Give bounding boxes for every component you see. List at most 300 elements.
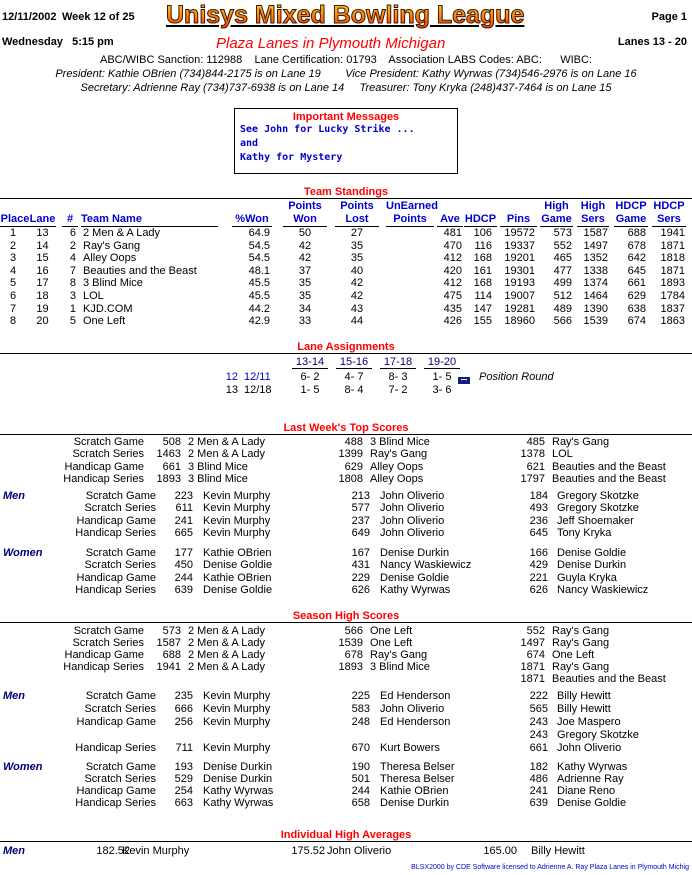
score-value: 241 xyxy=(174,514,193,527)
pins: 19007 xyxy=(504,290,535,302)
high-series: 1374 xyxy=(583,277,608,290)
bowler-name: Theresa Belser xyxy=(380,761,455,773)
score-value: 552 xyxy=(526,625,545,637)
score-value: 1941 xyxy=(156,661,181,674)
points-won: 50 xyxy=(298,227,312,239)
hdcp-series: 1871 xyxy=(660,239,685,252)
score-value: 565 xyxy=(529,703,548,715)
bowler-name: Kathie OBrien xyxy=(203,547,272,559)
bowler-name: Kevin Murphy xyxy=(203,527,271,540)
score-category: Handicap Game xyxy=(64,460,144,473)
score-value: 248 xyxy=(351,716,370,728)
bowler-name: Nancy Waskiewicz xyxy=(380,559,472,572)
bowler-name: Denise Durkin xyxy=(203,773,273,786)
bowler-name: Joe Maspero xyxy=(557,716,621,728)
average-value: 165.00 xyxy=(483,845,517,857)
week-number: 12 xyxy=(225,371,238,383)
men-category-label: Men xyxy=(3,845,25,857)
pct-won: 48.1 xyxy=(248,264,270,277)
score-value: 1893 xyxy=(338,661,363,674)
divider xyxy=(0,353,692,354)
score-value: 658 xyxy=(351,797,370,810)
score-value: 674 xyxy=(526,649,545,662)
points-lost: 42 xyxy=(350,277,364,290)
score-value: 1808 xyxy=(338,473,363,486)
hdcp-series: 1863 xyxy=(660,315,685,328)
score-category: Handicap Series xyxy=(75,527,156,540)
team-number: 1 xyxy=(69,302,76,315)
team-name: 3 Blind Mice xyxy=(370,436,430,448)
important-messages-box xyxy=(234,108,458,174)
score-category: Handicap Series xyxy=(75,797,156,810)
average: 420 xyxy=(443,264,462,277)
score-value: 222 xyxy=(529,690,548,702)
col-unearned-points: Points xyxy=(386,213,434,227)
hdcp-series: 1893 xyxy=(660,277,685,290)
team-name: LOL xyxy=(83,290,104,302)
lane-pair-header: 19-20 xyxy=(424,356,460,369)
bowler-name: Guyla Kryka xyxy=(557,571,617,584)
handicap: 168 xyxy=(473,252,492,265)
match-pairing: 7- 2 xyxy=(388,384,408,396)
high-game: 512 xyxy=(553,290,572,302)
score-value: 229 xyxy=(351,571,370,584)
bowler-name: Gregory Skotzke xyxy=(557,490,639,502)
col-points-lost: Lost xyxy=(335,213,379,227)
hdcp-game: 661 xyxy=(627,277,646,290)
hdcp-series: 1871 xyxy=(660,264,685,277)
points-lost: 42 xyxy=(350,290,364,302)
col-hdcp-game: Game xyxy=(615,213,647,225)
score-value: 508 xyxy=(162,436,181,448)
score-value: 1497 xyxy=(520,637,545,650)
high-game: 465 xyxy=(553,252,572,265)
col-high-game-line1: High xyxy=(544,200,569,212)
match-pairing: 1- 5 xyxy=(300,384,320,396)
score-value: 629 xyxy=(344,460,363,473)
bowler-name: Theresa Belser xyxy=(380,773,455,786)
score-value: 661 xyxy=(162,460,181,473)
team-name: Alley Oops xyxy=(83,252,137,265)
hdcp-game: 645 xyxy=(627,264,646,277)
score-value: 1399 xyxy=(338,448,363,461)
high-game: 573 xyxy=(553,227,572,239)
divider xyxy=(0,622,692,623)
bowler-name: John Oliverio xyxy=(380,703,445,715)
score-value: 429 xyxy=(529,559,548,572)
score-value: 254 xyxy=(174,785,193,798)
pins: 19201 xyxy=(504,252,535,265)
bowler-name: Diane Reno xyxy=(557,785,616,798)
place: 1 xyxy=(9,227,17,239)
score-value: 1797 xyxy=(520,473,545,486)
bowler-name: Kathie OBrien xyxy=(380,785,449,798)
bowler-name: Denise Goldie xyxy=(557,547,627,559)
team-name: Ray's Gang xyxy=(552,637,610,650)
team-name: Ray's Gang xyxy=(552,436,610,448)
score-category: Handicap Series xyxy=(63,661,144,674)
divider xyxy=(0,434,692,435)
score-value: 688 xyxy=(162,649,181,662)
women-category-label: Women xyxy=(3,547,43,559)
report-date: 12/11/2002 xyxy=(2,11,57,23)
message-line: See John for Lucky Strike ... xyxy=(240,124,415,135)
points-lost: 27 xyxy=(350,227,364,239)
score-value: 235 xyxy=(174,690,193,702)
points-won: 37 xyxy=(298,264,312,277)
average: 435 xyxy=(443,302,462,315)
bowler-name: Denise Durkin xyxy=(380,797,450,810)
handicap: 114 xyxy=(474,290,492,302)
place: 4 xyxy=(9,264,17,277)
bowler-name: Kathy Wyrwas xyxy=(203,797,274,810)
score-category: Scratch Game xyxy=(85,490,156,502)
team-number: 5 xyxy=(69,315,76,328)
score-value: 666 xyxy=(174,703,193,715)
col-hdcp-sers: Sers xyxy=(652,213,686,227)
score-value: 1871 xyxy=(520,673,545,686)
hdcp-series: 1784 xyxy=(660,290,685,302)
score-category: Scratch Game xyxy=(73,436,144,448)
score-category: Scratch Series xyxy=(84,773,156,786)
bowler-name: Kathy Wyrwas xyxy=(203,785,274,798)
team-number: 6 xyxy=(69,227,76,239)
lane: 19 xyxy=(36,302,49,315)
divider xyxy=(0,198,692,199)
pct-won: 45.5 xyxy=(248,290,270,302)
score-value: 223 xyxy=(174,490,193,502)
high-series: 1539 xyxy=(583,315,608,328)
average-value: 175.52 xyxy=(291,845,325,857)
place: 5 xyxy=(9,277,17,290)
score-value: 241 xyxy=(529,785,548,798)
hdcp-game: 629 xyxy=(627,290,646,302)
points-won: 35 xyxy=(298,290,312,302)
score-value: 243 xyxy=(529,729,548,741)
match-pairing: 4- 7 xyxy=(344,371,364,383)
bowler-name: Denise Goldie xyxy=(203,584,273,597)
score-value: 566 xyxy=(344,625,363,637)
hdcp-game: 674 xyxy=(627,315,646,328)
points-won: 35 xyxy=(298,277,312,290)
bowler-name: Gregory Skotzke xyxy=(557,729,639,741)
team-name: One Left xyxy=(83,315,126,328)
score-value: 182 xyxy=(529,761,548,773)
team-name: KJD.COM xyxy=(83,302,133,315)
score-category: Scratch Series xyxy=(84,502,156,515)
score-value: 166 xyxy=(529,547,548,559)
high-series: 1587 xyxy=(583,227,608,239)
hdcp-game: 642 xyxy=(627,252,646,265)
score-category: Scratch Game xyxy=(85,690,156,702)
team-name: Ray's Gang xyxy=(370,649,428,662)
bowler-name: Adrienne Ray xyxy=(557,773,624,786)
bowler-name: Denise Durkin xyxy=(203,761,273,773)
col-ave: Ave xyxy=(437,213,463,227)
hdcp-series: 1818 xyxy=(660,252,685,265)
bowler-name: Kevin Murphy xyxy=(203,690,271,702)
bowler-name: Tony Kryka xyxy=(557,527,612,540)
officers-line-2: Secretary: Adrienne Ray (734)737-6938 is on Lane 14 Treasurer: Tony Kryka (248)437-7464 is on Lane 15 xyxy=(80,82,612,94)
match-pairing: 1- 5 xyxy=(432,371,452,383)
high-game: 552 xyxy=(553,239,572,252)
team-name: 2 Men & A Lady xyxy=(188,649,266,662)
col-pins: Pins xyxy=(500,213,537,227)
week-number: 13 xyxy=(225,384,238,396)
col-number: # xyxy=(62,213,78,227)
score-value: 621 xyxy=(526,460,545,473)
team-name: Ray's Gang xyxy=(83,239,141,252)
hdcp-series: 1941 xyxy=(660,227,685,239)
lane: 15 xyxy=(36,252,49,265)
score-value: 649 xyxy=(351,527,370,540)
lanes-range: Lanes 13 - 20 xyxy=(617,36,687,48)
hdcp-game: 688 xyxy=(627,227,646,239)
score-value: 670 xyxy=(351,742,370,754)
average: 475 xyxy=(443,290,462,302)
score-category: Scratch Game xyxy=(85,761,156,773)
score-value: 488 xyxy=(344,436,363,448)
high-series: 1497 xyxy=(583,239,608,252)
high-series: 1352 xyxy=(583,252,608,265)
round-note: Position Round xyxy=(479,371,554,383)
team-name: 2 Men & A Lady xyxy=(188,661,266,674)
score-value: 243 xyxy=(529,716,548,728)
team-name: Beauties and the Beast xyxy=(552,460,666,473)
bowler-name: Kurt Bowers xyxy=(380,742,440,754)
match-pairing: 3- 6 xyxy=(432,384,452,396)
sanction-info: ABC/WIBC Sanction: 112988 Lane Certification: 01793 Association LABS Codes: ABC: WIBC: xyxy=(100,54,592,66)
lane: 14 xyxy=(36,239,49,252)
high-game: 477 xyxy=(553,264,572,277)
message-line: and xyxy=(240,138,259,149)
points-won: 33 xyxy=(298,315,312,328)
team-name: One Left xyxy=(552,649,595,662)
location: Plaza Lanes in Plymouth Michigan xyxy=(216,35,446,52)
bowler-name: John Oliverio xyxy=(557,742,622,754)
handicap: 116 xyxy=(474,239,492,252)
bowler-name: Denise Durkin xyxy=(557,559,627,572)
score-value: 225 xyxy=(351,690,370,702)
points-lost: 43 xyxy=(350,302,364,315)
team-number: 4 xyxy=(69,252,76,265)
bowler-name: Kathy Wyrwas xyxy=(557,761,628,773)
high-game: 489 xyxy=(553,302,572,315)
points-won: 34 xyxy=(298,302,312,315)
score-category: Handicap Game xyxy=(76,514,156,527)
season-high-title: Season High Scores xyxy=(292,610,400,622)
day-time: Wednesday 5:15 pm xyxy=(2,36,114,48)
lane: 13 xyxy=(36,227,49,239)
points-won: 42 xyxy=(298,239,312,252)
score-value: 1587 xyxy=(156,637,181,650)
pins: 19301 xyxy=(504,264,535,277)
score-value: 193 xyxy=(174,761,193,773)
score-value: 645 xyxy=(529,527,548,540)
col-high-game: Game xyxy=(541,213,572,225)
pins: 19281 xyxy=(504,302,535,315)
team-number: 2 xyxy=(69,239,76,252)
bowler-name: Nancy Waskiewicz xyxy=(557,584,649,597)
men-category-label: Men xyxy=(3,490,25,502)
score-category: Scratch Series xyxy=(84,703,156,715)
lane: 16 xyxy=(36,264,49,277)
pointing-hand-icon xyxy=(458,377,470,384)
software-credit: BLSX2000 by CDE Software licensed to Adrienne A. Ray Plaza Lanes in Plymouth Michig xyxy=(411,864,689,871)
average: 470 xyxy=(443,239,462,252)
match-pairing: 8- 4 xyxy=(344,384,364,396)
place: 6 xyxy=(9,290,17,302)
col-points-won: Won xyxy=(283,213,327,227)
score-value: 1893 xyxy=(156,473,181,486)
week-indicator: Week 12 of 25 xyxy=(62,11,135,23)
pins: 19193 xyxy=(504,277,535,290)
team-name: Ray's Gang xyxy=(552,625,610,637)
bowler-name: Denise Goldie xyxy=(380,571,450,584)
team-number: 8 xyxy=(69,277,76,290)
pct-won: 45.5 xyxy=(248,277,270,290)
score-value: 431 xyxy=(351,559,370,572)
team-name: 2 Men & A Lady xyxy=(188,436,266,448)
score-value: 190 xyxy=(351,761,370,773)
team-name: One Left xyxy=(370,625,413,637)
team-name: Beauties and the Beast xyxy=(552,673,666,686)
team-name: One Left xyxy=(370,637,413,650)
score-category: Scratch Series xyxy=(72,448,144,461)
bowler-name: Kevin Murphy xyxy=(203,502,271,515)
team-name: 3 Blind Mice xyxy=(83,277,143,290)
score-value: 236 xyxy=(529,514,548,527)
bowler-name: Billy Hewitt xyxy=(557,690,611,702)
handicap: 106 xyxy=(473,227,492,239)
score-category: Scratch Series xyxy=(84,559,156,572)
messages-title: Important Messages xyxy=(292,111,400,123)
score-value: 577 xyxy=(351,502,370,515)
lane-assignments-title: Lane Assignments xyxy=(297,341,395,353)
lane: 20 xyxy=(36,315,49,328)
col-unearned-points-line1: UnEarned xyxy=(386,200,438,212)
pins: 18960 xyxy=(504,315,535,328)
score-value: 626 xyxy=(351,584,370,597)
team-standings-title: Team Standings xyxy=(303,186,389,198)
score-value: 1463 xyxy=(156,448,181,461)
week-date: 12/18 xyxy=(244,384,272,396)
bowler-name: Kevin Murphy xyxy=(203,514,271,527)
bowler-name: John Oliverio xyxy=(380,502,445,515)
match-pairing: 8- 3 xyxy=(388,371,408,383)
bowler-name: John Oliverio xyxy=(380,490,445,502)
team-name: Ray's Gang xyxy=(370,448,428,461)
pins: 19337 xyxy=(504,239,535,252)
bowler-name: Kevin Murphy xyxy=(203,703,271,715)
lane-pair-header: 17-18 xyxy=(380,356,416,369)
lane: 18 xyxy=(36,290,49,302)
place: 3 xyxy=(9,252,17,265)
score-category: Handicap Game xyxy=(64,649,144,662)
score-value: 184 xyxy=(529,490,548,502)
col-hdcp: HDCP xyxy=(464,213,497,225)
team-name: 3 Blind Mice xyxy=(188,460,248,473)
score-category: Handicap Series xyxy=(63,473,144,486)
col-lane: Lane xyxy=(29,213,56,225)
score-value: 711 xyxy=(175,742,193,754)
score-value: 256 xyxy=(174,716,193,728)
score-value: 244 xyxy=(351,785,370,798)
divider xyxy=(0,841,692,842)
points-lost: 44 xyxy=(350,315,364,328)
bowler-name: Kathy Wyrwas xyxy=(380,584,451,597)
place: 8 xyxy=(9,315,17,328)
match-pairing: 6- 2 xyxy=(300,371,320,383)
lane-pair-header: 13-14 xyxy=(292,356,328,369)
score-value: 177 xyxy=(174,547,193,559)
points-won: 42 xyxy=(298,252,312,265)
score-category: Scratch Series xyxy=(72,637,144,650)
score-value: 244 xyxy=(174,571,193,584)
pct-won: 42.9 xyxy=(248,315,270,328)
points-lost: 35 xyxy=(350,239,364,252)
team-number: 3 xyxy=(69,290,76,302)
score-category: Handicap Series xyxy=(75,584,156,597)
score-value: 485 xyxy=(526,436,545,448)
bowler-name: John Oliverio xyxy=(327,845,392,857)
place: 7 xyxy=(9,302,17,315)
score-category: Handicap Game xyxy=(76,785,156,798)
team-name: 2 Men & A Lady xyxy=(188,448,266,461)
high-game: 499 xyxy=(553,277,572,290)
team-name: 3 Blind Mice xyxy=(370,661,430,674)
bowler-name: Ed Henderson xyxy=(380,690,451,702)
points-lost: 40 xyxy=(350,264,364,277)
score-value: 573 xyxy=(162,625,181,637)
bowler-name: Kathie OBrien xyxy=(203,571,272,584)
bowler-name: Jeff Shoemaker xyxy=(557,514,634,527)
col-points-won-line1: Points xyxy=(288,200,322,212)
team-name: 2 Men & A Lady xyxy=(188,625,266,637)
place: 2 xyxy=(9,239,17,252)
page-number: Page 1 xyxy=(651,11,687,23)
team-name: Beauties and the Beast xyxy=(83,264,197,277)
men-category-label: Men xyxy=(3,690,25,702)
pct-won: 64.9 xyxy=(248,227,270,239)
week-date: 12/11 xyxy=(244,371,271,383)
lane-pair-header: 15-16 xyxy=(336,356,372,369)
team-number: 7 xyxy=(69,264,76,277)
score-value: 661 xyxy=(529,742,548,754)
points-lost: 35 xyxy=(350,252,364,265)
handicap: 161 xyxy=(473,264,492,277)
score-value: 221 xyxy=(529,571,548,584)
high-series: 1390 xyxy=(583,302,608,315)
score-category: Scratch Game xyxy=(85,547,156,559)
bowler-name: Denise Durkin xyxy=(380,547,450,559)
high-game: 566 xyxy=(553,315,572,328)
score-value: 167 xyxy=(351,547,370,559)
average: 481 xyxy=(443,227,462,239)
score-value: 665 xyxy=(174,527,193,540)
score-value: 501 xyxy=(351,773,370,786)
last-week-title: Last Week's Top Scores xyxy=(283,422,409,434)
score-value: 237 xyxy=(351,514,370,527)
score-category: Handicap Game xyxy=(76,571,156,584)
bowler-name: Kevin Murphy xyxy=(203,742,271,754)
score-value: 639 xyxy=(174,584,193,597)
score-value: 1539 xyxy=(338,637,363,650)
message-line: Kathy for Mystery xyxy=(240,152,343,163)
team-name: 2 Men & A Lady xyxy=(83,227,161,239)
pct-won: 44.2 xyxy=(248,302,270,315)
average: 426 xyxy=(443,315,462,328)
